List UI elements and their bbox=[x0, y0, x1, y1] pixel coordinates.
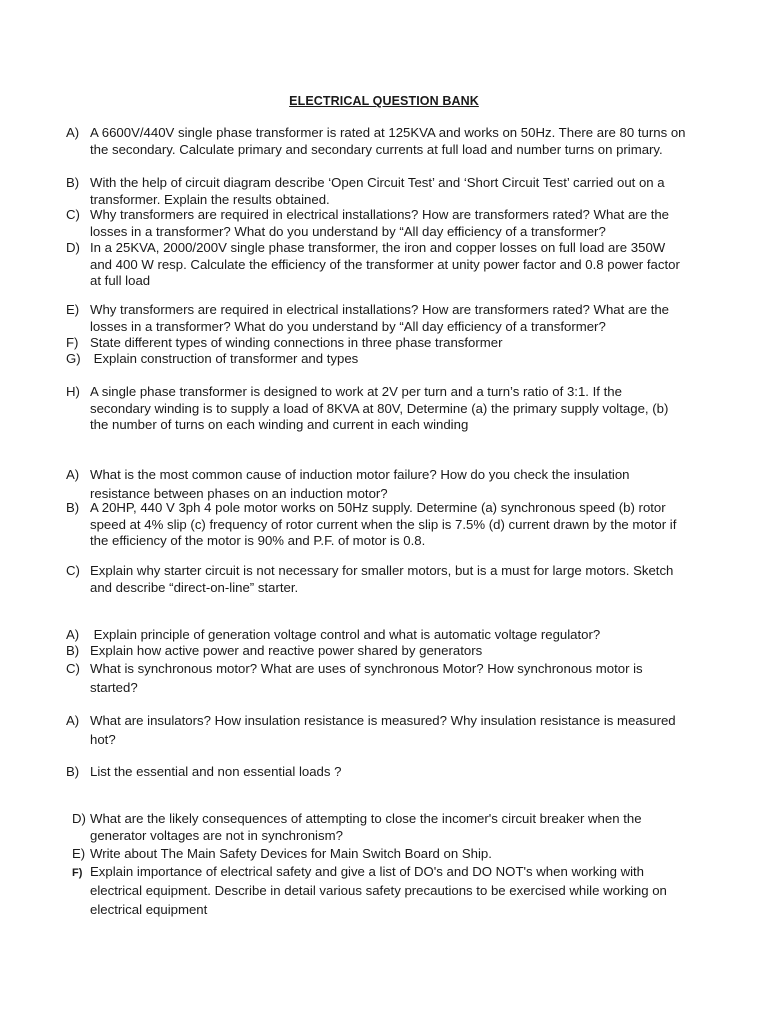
question-label: A) bbox=[66, 713, 80, 728]
question-item bbox=[66, 240, 686, 290]
question-label: B) bbox=[66, 643, 80, 658]
question-text: With the help of circuit diagram describe ‘Open Circuit Test’ and ‘Short Circuit Test’ carried out on a transformer. Explain the results obtained. bbox=[90, 175, 665, 207]
question-item bbox=[66, 500, 686, 550]
question-label: C) bbox=[66, 207, 80, 222]
question-text: Explain construction of transformer and types bbox=[90, 351, 359, 366]
question-text: Explain importance of electrical safety and give a list of DO's and DO NOT's when working with electrical equipment. Describe in detail various safety precautions to be exercised while working on electrical equipment bbox=[90, 864, 667, 917]
question-item bbox=[72, 862, 682, 919]
question-item bbox=[66, 384, 686, 434]
question-item bbox=[66, 207, 686, 240]
question-text: Explain principle of generation voltage control and what is automatic voltage regulator? bbox=[90, 627, 601, 642]
question-text: State different types of winding connections in three phase transformer bbox=[90, 335, 503, 350]
question-text: Explain how active power and reactive power shared by generators bbox=[90, 643, 483, 658]
question-item bbox=[66, 762, 686, 781]
question-item bbox=[72, 811, 682, 844]
question-label: E) bbox=[66, 302, 80, 317]
question-label: F) bbox=[66, 335, 79, 350]
question-text: Why transformers are required in electrical installations? How are transformers rated? What are the losses in a transformer? What do you understand by “All day efficiency of a transformer? bbox=[90, 302, 670, 334]
question-text: A 20HP, 440 V 3ph 4 pole motor works on 50Hz supply. Determine (a) synchronous speed (b) rotor speed at 4% slip (c) frequency of rotor current when the slip is 7.5% (d) current drawn by the motor if the efficiency of the motor is 90% and P.F. of motor is 0.8. bbox=[90, 500, 677, 548]
question-text: What is the most common cause of induction motor failure? How do you check the insulation resistance between phases on an induction motor? bbox=[90, 467, 630, 501]
question-text: Explain why starter circuit is not necessary for smaller motors, but is a must for large motors. Sketch and describe “direct-on-line” starter. bbox=[90, 563, 674, 595]
question-label: B) bbox=[66, 764, 80, 779]
question-item bbox=[72, 846, 682, 863]
question-label: B) bbox=[66, 500, 80, 515]
question-label: D) bbox=[72, 811, 86, 826]
question-label: C) bbox=[66, 563, 80, 578]
question-item bbox=[66, 335, 686, 352]
question-text: A single phase transformer is designed to work at 2V per turn and a turn’s ratio of 3:1. If the secondary winding is to supply a load of 8KVA at 80V, Determine (a) the primary supply voltage, (b) the number of turns on each winding and current in each winding bbox=[90, 384, 669, 432]
question-text: What are the likely consequences of attempting to close the incomer's circuit breaker when the generator voltages are not in synchronism? bbox=[90, 811, 642, 843]
question-text: What are insulators? How insulation resistance is measured? Why insulation resistance is measured hot? bbox=[90, 713, 676, 747]
question-item bbox=[66, 175, 686, 208]
question-item bbox=[66, 465, 686, 503]
question-text: Write about The Main Safety Devices for Main Switch Board on Ship. bbox=[90, 846, 492, 861]
question-label: H) bbox=[66, 384, 80, 399]
question-label: G) bbox=[66, 351, 81, 366]
question-label: A) bbox=[66, 627, 80, 642]
question-item bbox=[66, 711, 686, 749]
question-label: D) bbox=[66, 240, 80, 255]
question-item bbox=[66, 643, 686, 660]
question-text: Why transformers are required in electrical installations? How are transformers rated? What are the losses in a transformer? What do you understand by “All day efficiency of a transformer? bbox=[90, 207, 670, 239]
question-text: What is synchronous motor? What are uses of synchronous Motor? How synchronous motor is started? bbox=[90, 661, 643, 695]
question-item bbox=[66, 563, 686, 596]
page-title: ELECTRICAL QUESTION BANK bbox=[289, 94, 479, 108]
question-label: A) bbox=[66, 125, 80, 140]
question-label: F) bbox=[72, 867, 83, 879]
question-item bbox=[66, 302, 686, 335]
question-label: C) bbox=[66, 661, 80, 676]
question-item bbox=[66, 351, 686, 368]
question-item bbox=[66, 125, 686, 158]
question-text: In a 25KVA, 2000/200V single phase transformer, the iron and copper losses on full load are 350W and 400 W resp. Calculate the efficiency of the transformer at unity power factor and 0.8 power factor at full load bbox=[90, 240, 680, 288]
question-item bbox=[66, 627, 686, 644]
question-label: A) bbox=[66, 467, 80, 482]
question-label: B) bbox=[66, 175, 80, 190]
question-label: E) bbox=[72, 846, 86, 861]
question-item bbox=[66, 659, 686, 697]
question-text: A 6600V/440V single phase transformer is rated at 125KVA and works on 50Hz. There are 80 turns on the secondary. Calculate primary and secondary currents at full load and number turns on primary. bbox=[90, 125, 686, 157]
question-text: List the essential and non essential loads ? bbox=[90, 764, 342, 779]
